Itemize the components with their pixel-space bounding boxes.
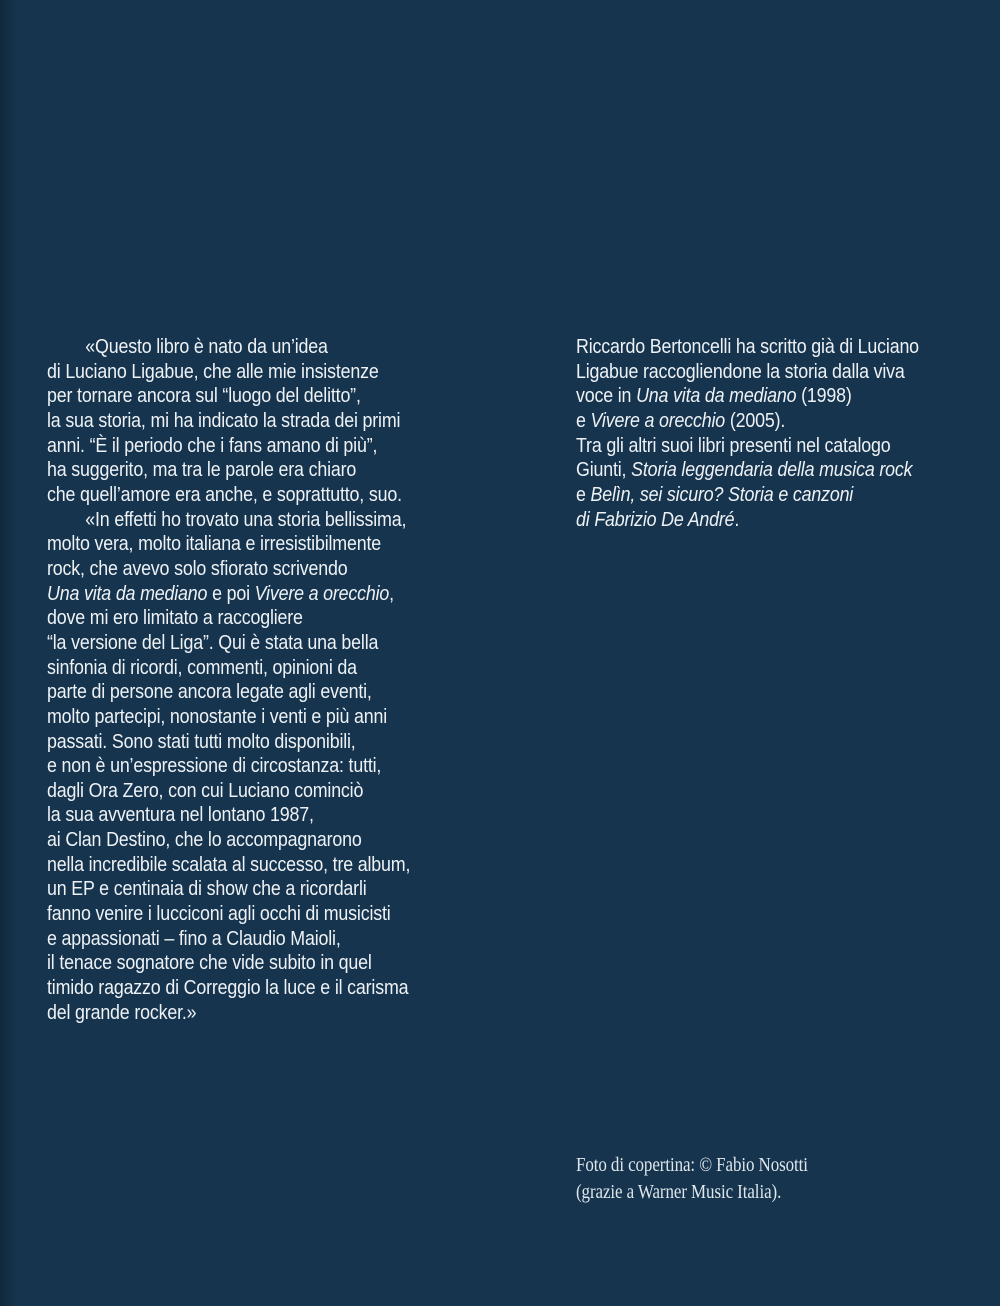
text-line: per tornare ancora sul “luogo del delitto”,	[47, 384, 361, 408]
text-line: Una vita da mediano e poi Vivere a orecchio,	[47, 581, 394, 605]
text-line: passati. Sono stati tutti molto disponibili,	[47, 729, 356, 753]
text-line: nella incredibile scalata al successo, tre album,	[47, 852, 411, 876]
text-line: il tenace sognatore che vide subito in quel	[47, 951, 372, 975]
spine-shadow	[0, 0, 16, 1306]
text-line: e Vivere a orecchio (2005).	[576, 408, 786, 432]
text-line: parte di persone ancora legate agli eventi,	[47, 680, 372, 704]
text-line: dagli Ora Zero, con cui Luciano cominciò	[47, 778, 364, 802]
text-line: ha suggerito, ma tra le parole era chiaro	[47, 458, 357, 482]
text-line: dove mi ero limitato a raccogliere	[47, 606, 303, 630]
text-line: «In effetti ho trovato una storia bellissima,	[85, 507, 407, 531]
text-line: timido ragazzo di Correggio la luce e il carisma	[47, 976, 409, 1000]
text-line: sinfonia di ricordi, commenti, opinioni da	[47, 655, 357, 679]
text-line: voce in Una vita da mediano (1998)	[576, 384, 852, 408]
text-line: la sua avventura nel lontano 1987,	[47, 803, 314, 827]
text-line: che quell’amore era anche, e soprattutto, suo.	[47, 482, 402, 506]
text-line: la sua storia, mi ha indicato la strada dei primi	[47, 408, 401, 432]
text-line: Riccardo Bertoncelli ha scritto già di Luciano	[576, 335, 919, 358]
text-line: un EP e centinaia di show che a ricordarli	[47, 877, 367, 901]
text-line: di Luciano Ligabue, che alle mie insistenze	[47, 359, 379, 383]
text-line: e non è un’espressione di circostanza: tutti,	[47, 754, 382, 778]
text-line: (grazie a Warner Music Italia).	[576, 1182, 782, 1203]
text-line: «Questo libro è nato da un’idea	[85, 335, 328, 358]
text-line: Foto di copertina: © Fabio Nosotti	[576, 1155, 808, 1176]
text-line: Ligabue raccogliendone la storia dalla viva	[576, 359, 905, 383]
text-line: Tra gli altri suoi libri presenti nel catalogo	[576, 433, 891, 457]
text-line: rock, che avevo solo sfiorato scrivendo	[47, 556, 348, 580]
author-bio-column	[576, 335, 919, 532]
text-line: molto vera, molto italiana e irresistibilmente	[47, 532, 381, 556]
text-line: “la versione del Liga”. Qui è stata una bella	[47, 630, 379, 654]
text-line: e appassionati – fino a Claudio Maioli,	[47, 926, 341, 950]
text-line: molto partecipi, nonostante i venti e più anni	[47, 704, 388, 728]
quote-column	[47, 335, 410, 1025]
text-line: anni. “È il periodo che i fans amano di più”,	[47, 433, 378, 457]
text-line: di Fabrizio De André.	[576, 507, 740, 531]
photo-credit	[576, 1152, 808, 1206]
text-line: fanno venire i lucciconi agli occhi di musicisti	[47, 902, 391, 926]
text-line: ai Clan Destino, che lo accompagnarono	[47, 828, 362, 852]
text-line: Giunti, Storia leggendaria della musica rock	[576, 458, 913, 482]
text-line: e Belìn, sei sicuro? Storia e canzoni	[576, 482, 854, 506]
text-line: del grande rocker.»	[47, 1000, 197, 1024]
